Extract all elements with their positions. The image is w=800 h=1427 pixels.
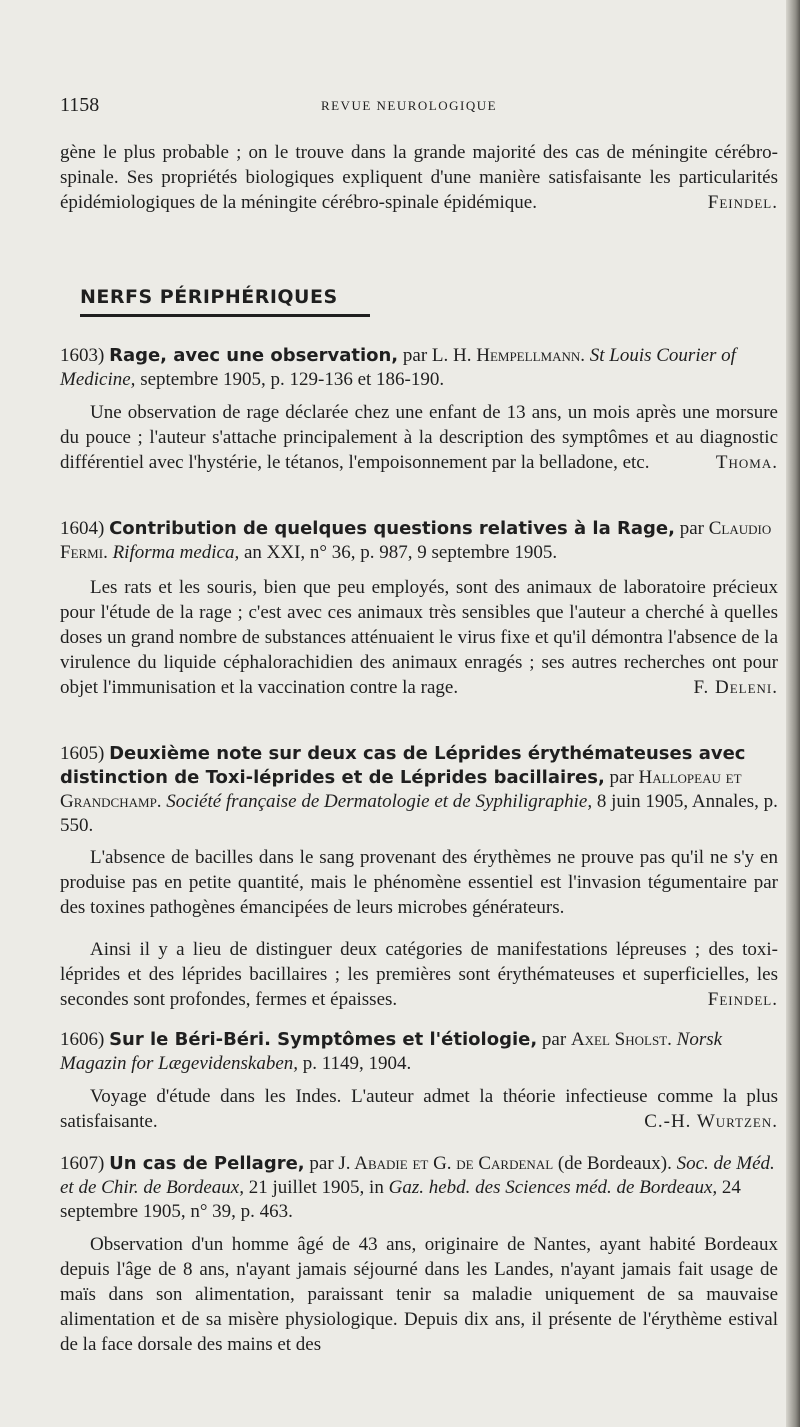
- entry-authors: L. H. Hempellmann.: [431, 345, 585, 366]
- entry-source: Riforma medica,: [112, 542, 240, 563]
- entry-authors: Claudio Fermi.: [60, 518, 772, 563]
- entry-number: 1604): [60, 518, 105, 539]
- entry-number: 1607): [60, 1153, 105, 1174]
- entry-1607-body: Observation d'un homme âgé de 43 ans, originaire de Nantes, ayant habité Bordeaux depuis l'âge de 8 ans, n'ayant jamais séjourné dans les Landes, n'ayant jamais fait usage de maïs dans son alimentation, paraissant tenir sa maladie uniquement de sa mauvaise alimentation et de sa misère physiologique. Depuis dix ans, il présente de l'érythème estival de la face dorsale des mains et des: [60, 1234, 778, 1355]
- intro-signature: Feindel.: [707, 192, 778, 213]
- entry-source: St Louis Courier of Medicine,: [60, 345, 736, 390]
- entry-signature: F. Deleni.: [693, 677, 778, 698]
- entry-signature: Feindel.: [707, 989, 778, 1010]
- entry-title: Un cas de Pellagre,: [109, 1153, 305, 1174]
- running-head: [58, 94, 760, 118]
- entry-source: Soc. de Méd. et de Chir. de Bordeaux,: [60, 1153, 775, 1198]
- entry-details: septembre 1905, p. 129-136 et 186-190.: [140, 369, 445, 390]
- entry-by: par: [309, 1153, 334, 1174]
- entry-title: Rage, avec une observation,: [109, 345, 399, 366]
- entry-affiliation: (de Bordeaux).: [557, 1153, 672, 1174]
- section-heading-rule: [80, 314, 370, 317]
- entry-number: 1606): [60, 1029, 105, 1050]
- page-number: 1158: [60, 94, 100, 116]
- entry-1606-body: Voyage d'étude dans les Indes. L'auteur admet la théorie infectieuse comme la plus satisfaisante. C.-H. Wurtzen.: [60, 1086, 778, 1132]
- entry-signature: Thoma.: [715, 452, 778, 473]
- entry-details: 8 juin 1905, Annales, p. 550.: [60, 791, 778, 836]
- entry-details-2: 24 septembre 1905, n° 39, p. 463.: [60, 1177, 741, 1222]
- entry-title: Contribution de quelques questions relatives à la Rage,: [109, 518, 675, 539]
- entry-authors: Hallopeau et Grandchamp.: [60, 767, 742, 812]
- entry-1603-heading: [60, 344, 778, 392]
- entry-signature: C.-H. Wurtzen.: [644, 1111, 778, 1132]
- entry-title: Sur le Béri-Béri. Symptômes et l'étiologie,: [109, 1029, 538, 1050]
- entry-1605-heading: [60, 742, 778, 838]
- page-edge-shadow: [786, 0, 800, 1427]
- entry-details: an XXI, n° 36, p. 987, 9 septembre 1905.: [243, 542, 558, 563]
- journal-title: REVUE NEUROLOGIQUE: [320, 98, 498, 113]
- entry-1603-body: Une observation de rage déclarée chez une enfant de 13 ans, un mois après une morsure du pouce ; l'auteur s'attache principalement à la description des symptômes et au diagnostic différentiel avec l'hystérie, le tétanos, l'empoisonnement par la belladone, etc. Thoma.: [60, 402, 778, 473]
- entry-authors: Axel Sholst.: [570, 1029, 672, 1050]
- entry-by: par: [402, 345, 428, 366]
- entry-source: Société française de Dermatologie et de Syphiligraphie,: [166, 791, 593, 812]
- entry-by: par: [679, 518, 704, 539]
- entry-number: 1605): [60, 743, 105, 764]
- entry-1604-heading: [60, 517, 778, 565]
- section-heading: NERFS PÉRIPHÉRIQUES: [80, 286, 338, 308]
- entry-source-2: Gaz. hebd. des Sciences méd. de Bordeaux,: [388, 1177, 718, 1198]
- entry-by: par: [609, 767, 634, 788]
- entry-authors: J. Abadie et G. de Cardenal: [338, 1153, 554, 1174]
- entry-1604-body: Les rats et les souris, bien que peu employés, sont des animaux de laboratoire précieux pour l'étude de la rage ; c'est avec ces animaux très sensibles que l'auteur a cherché à quelles doses un grand nombre de substances atténuaient le virus fixe et qu'il démontra l'absence de la virulence du liquide céphalorachidien des animaux enragés ; ses autres recherches ont pour objet l'immunisation et la vaccination contre la rage. F. Deleni.: [60, 577, 778, 698]
- entry-details: 21 juillet 1905, in: [248, 1177, 384, 1198]
- intro-text: gène le plus probable ; on le trouve dans la grande majorité des cas de méningite cérébro-spinale. Ses propriétés biologiques expliquent d'une manière satisfaisante les particularités épidémiologiques de la méningite cérébro-spinale épidémique.: [60, 142, 778, 213]
- entry-source: Norsk Magazin for Lægevidenskaben,: [60, 1029, 723, 1074]
- entry-details: p. 1149, 1904.: [302, 1053, 412, 1074]
- intro-paragraph: [60, 140, 778, 215]
- entry-1605-body-2: Ainsi il y a lieu de distinguer deux catégories de manifestations lépreuses ; des toxi-léprides et des léprides bacillaires ; les premières sont érythémateuses et superficielles, les secondes sont profondes, fermes et épaisses. Feindel.: [60, 939, 778, 1010]
- entry-number: 1603): [60, 345, 105, 366]
- entry-1607-heading: [60, 1152, 778, 1224]
- entry-1605-body: L'absence de bacilles dans le sang provenant des érythèmes ne prouve pas qu'il ne s'y en produise pas en petite quantité, mais le phénomène essentiel est l'invasion tégumentaire par des toxines pathogènes émancipées de leurs microbes générateurs.: [60, 847, 778, 918]
- entry-by: par: [541, 1029, 567, 1050]
- entry-1606-heading: [60, 1028, 778, 1076]
- entry-title: Deuxième note sur deux cas de Léprides érythémateuses avec distinction de Toxi-léprides et de Léprides bacillaires,: [60, 743, 746, 788]
